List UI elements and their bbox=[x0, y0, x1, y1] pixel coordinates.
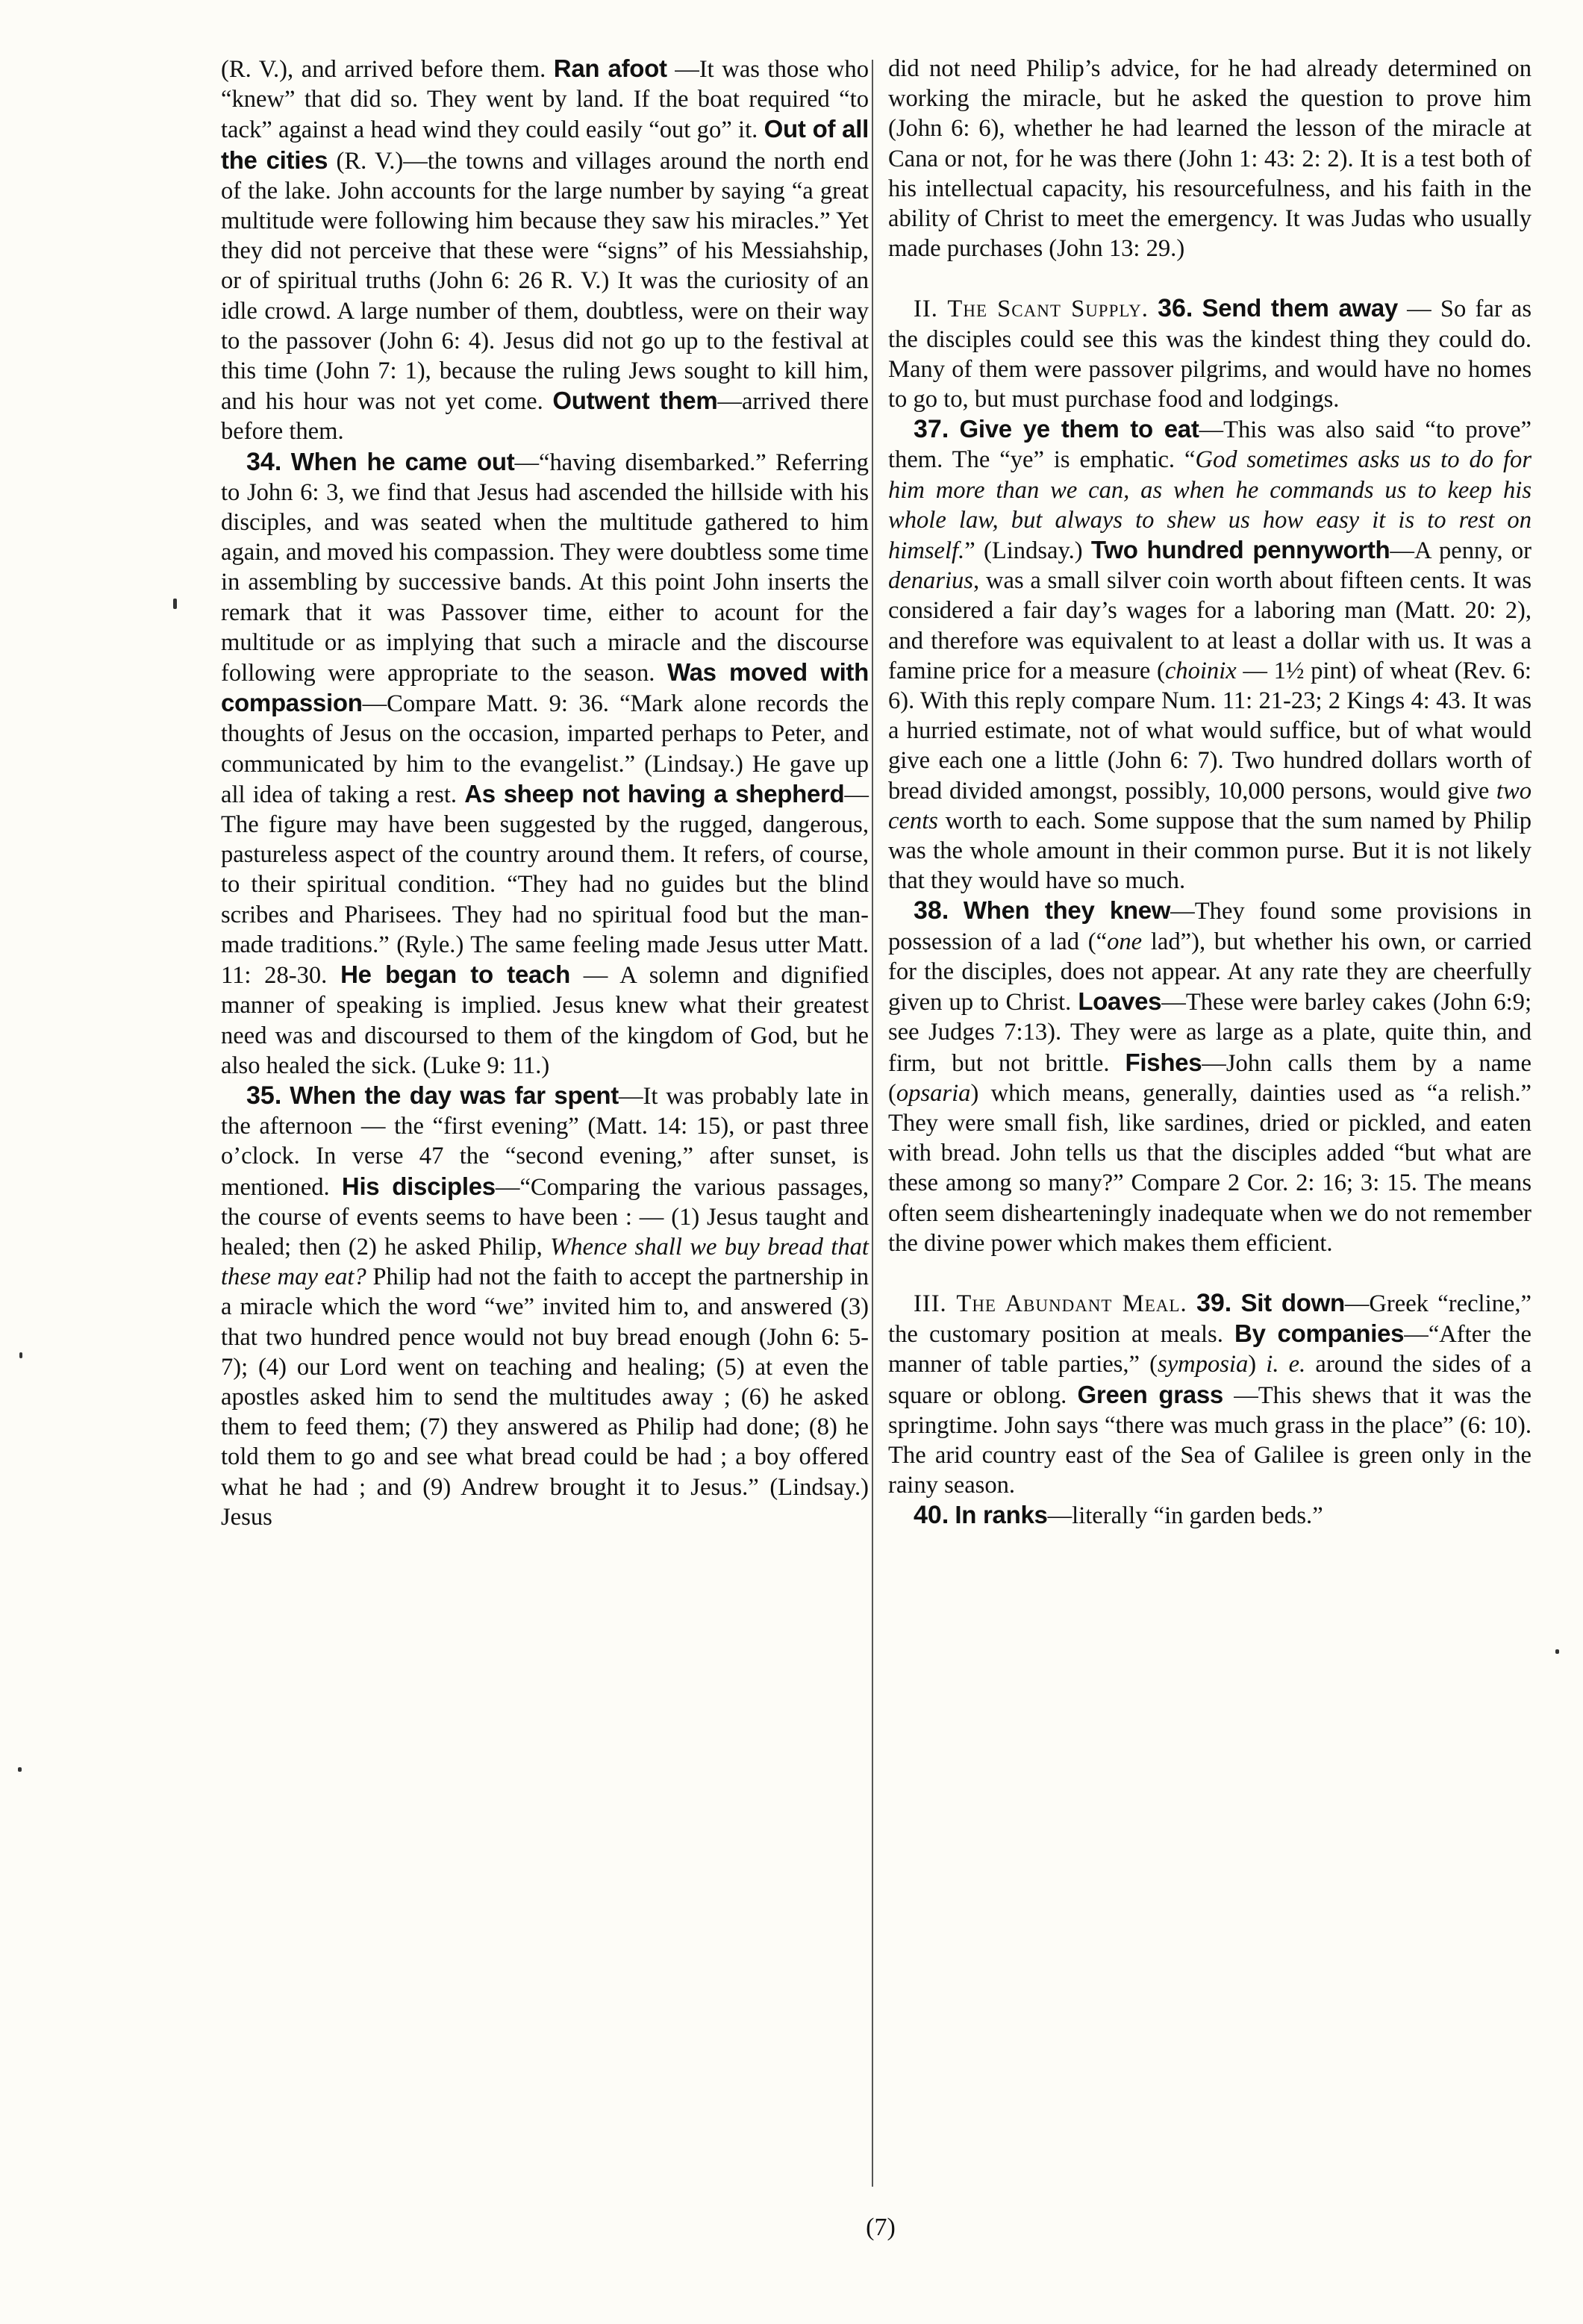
body-text: —“Comparing the various passages, the course of events seems to have been : — (1) Jesus taught and healed; then (2) he asked Philip, bbox=[221, 1173, 869, 1261]
column-divider bbox=[872, 60, 873, 2187]
headword: When he came out bbox=[290, 447, 515, 475]
verse-number: 34. bbox=[246, 447, 282, 476]
body-text: —A penny, or bbox=[1390, 537, 1532, 565]
body-text: ) bbox=[1248, 1351, 1267, 1378]
italic-text: one bbox=[1107, 928, 1143, 955]
headword: Green grass bbox=[1077, 1380, 1223, 1408]
body-text: — A solemn and dignified manner of speaking is implied. Jesus knew what their greatest need was and discoursed to them of the kingdom of God, but he also healed the sick. (Luke 9: 11.) bbox=[221, 962, 869, 1079]
italic-text: opsaria bbox=[896, 1079, 971, 1107]
body-text bbox=[1231, 1290, 1240, 1317]
verse-number: 37. bbox=[914, 415, 949, 444]
verse-number: 38. bbox=[914, 896, 949, 925]
right-column bbox=[888, 54, 1532, 1531]
body-text: ” (Lindsay.) bbox=[964, 537, 1091, 565]
page-number: (7) bbox=[866, 2214, 896, 2241]
body-text: —John calls them by a name ( bbox=[888, 1049, 1532, 1107]
headword: By companies bbox=[1234, 1319, 1405, 1348]
paragraph bbox=[888, 1288, 1532, 1500]
body-text: lad”), but whether his own, or carried for the disciples, does not appear. At any rate they are cheerfully given up to Christ. bbox=[888, 928, 1532, 1016]
verse-number: 36. bbox=[1158, 294, 1193, 323]
body-text: —They found some provisions in possession of a lad (“ bbox=[888, 898, 1532, 955]
margin-speck bbox=[19, 1352, 22, 1358]
verse-number: 35. bbox=[246, 1081, 282, 1110]
headword: His disciples bbox=[341, 1172, 496, 1200]
headword: Outwent them bbox=[552, 387, 718, 415]
italic-text: denarius bbox=[888, 567, 974, 595]
body-text: ) which means, generally, dainties used as “a relish.” They were small fish, like sardines, dried or pickled, and eaten with bread. John tells us that the disciples added “but what are these among so many?” Compare 2 Cor. 2: 16; 3: 15. The means often seem dishearteningly inadequate when we do not remember the divine power which makes them efficient. bbox=[888, 1079, 1532, 1257]
paragraph bbox=[221, 1081, 869, 1532]
body-text: —arrived there before them. bbox=[221, 388, 869, 446]
headword: Give ye them to eat bbox=[959, 415, 1199, 443]
paragraph bbox=[221, 447, 869, 1081]
italic-text: i. e. bbox=[1266, 1351, 1306, 1378]
section-heading: II. The Scant Supply. bbox=[914, 296, 1149, 323]
body-text bbox=[949, 416, 959, 443]
paragraph bbox=[221, 54, 869, 447]
paragraph bbox=[888, 896, 1532, 1258]
body-text bbox=[1149, 296, 1158, 322]
paragraph bbox=[888, 1500, 1532, 1531]
section-heading: III. The Abundant Meal. bbox=[914, 1290, 1187, 1317]
body-text: (R. V.), and arrived before them. bbox=[221, 56, 554, 83]
verse-number: 39. bbox=[1196, 1288, 1232, 1317]
body-text bbox=[281, 1083, 290, 1110]
body-text: , was a small silver coin worth about fifteen cents. It was considered a fair day’s wages for a laboring man (Matt. 20: 2), and therefore was equivalent to at least a dollar with us. It was a famine price for a measure ( bbox=[888, 567, 1532, 684]
headword: As sheep not having a shepherd bbox=[464, 779, 845, 808]
body-text: —The figure may have been suggested by the rugged, dangerous, pastureless aspect of the country around them. It refers, of course, to their spiritual condition. “They had no guides but the blind scribes and Pharisees. They had no spiritual food but the man-made traditions.” (Ryle.) The same feeling made Jesus utter Matt. 11: 28-30. bbox=[221, 781, 869, 990]
body-text bbox=[281, 449, 290, 476]
body-text: —These were barley cakes (John 6:9; see Judges 7:13). They were as large as a plate, quite thin, and firm, but not brittle. bbox=[888, 989, 1532, 1077]
margin-speck bbox=[173, 599, 177, 609]
paragraph bbox=[888, 414, 1532, 896]
headword: Fishes bbox=[1125, 1048, 1202, 1076]
body-text: — 1½ pint) of wheat (Rev. 6: 6). With this reply compare Num. 11: 21-23; 2 Kings 4: 43. It was a hurried estimate, not of what would suffice, but of what would give each one a little (John 6: 7). Two hundred dollars worth of bread divided amongst, possibly, 10,000 persons, would give bbox=[888, 657, 1532, 805]
italic-text: Whence shall we buy bread that these may eat? bbox=[221, 1233, 869, 1291]
italic-text: symposia bbox=[1158, 1351, 1249, 1378]
body-text: —Greek “recline,” the customary position at meals. bbox=[888, 1290, 1532, 1349]
body-text: worth to each. Some suppose that the sum named by Philip was the whole amount in their common purse. But it is not likely that they would have so much. bbox=[888, 807, 1532, 895]
body-text bbox=[1187, 1290, 1196, 1317]
headword: Send them away bbox=[1202, 294, 1398, 322]
verse-number: 40. bbox=[914, 1501, 949, 1530]
left-column bbox=[221, 54, 869, 1532]
headword: Loaves bbox=[1078, 987, 1162, 1016]
body-text: —It was probably late in the afternoon — the “first evening” (Matt. 14: 15), or past three o’clock. In verse 47 the “second evening,” after sunset, is mentioned. bbox=[221, 1082, 869, 1201]
italic-text: choinix bbox=[1164, 657, 1237, 684]
body-text: —This was also said “to prove” them. The “ye” is emphatic. “ bbox=[888, 416, 1532, 474]
body-text: —It was those who “knew” that did so. They went by land. If the boat required “to tack” against a head wind they could easily “out go” it. bbox=[221, 56, 869, 144]
headword: Two hundred pennyworth bbox=[1090, 536, 1390, 564]
headword: Was moved with compassion bbox=[221, 658, 869, 717]
body-text: (R. V.)—the towns and villages around the north end of the lake. John accounts for the large number by saying “a great multitude were following him because they saw his miracles.” Yet they did not perceive that these were “signs” of his Messiahship, or of spiritual truths (John 6: 26 R. V.) It was the curiosity of an idle crowd. A large number of them, doubtless, were on their way to the passover (John 6: 4). Jesus did not go up to the festival at this time (John 7: 1), because the ruling Jews sought to kill him, and his hour was not yet come. bbox=[221, 147, 869, 416]
headword: Out of all the cities bbox=[221, 115, 869, 174]
body-text bbox=[1193, 296, 1202, 322]
body-text: Philip had not the faith to accept the partnership in a miracle which the word “we” invited him to, and answered (3) that two hundred pence would not buy bread enough (John 6: 5-7); (4) our Lord went on teaching and healing; (5) at even the apostles asked him to send the multitudes away ; (6) he asked them to feed them; (7) they answered as Philip had done; (8) he told them to go and see what bread could be had ; a boy offered what he had ; and (9) Andrew brought it to Jesus.” (Lindsay.) Jesus bbox=[221, 1263, 869, 1531]
italic-text: God sometimes asks us to do for him more than we can, as when he commands us to keep his whole law, but always to shew us how easy it is to rest on himself. bbox=[888, 446, 1532, 565]
body-text: —“having disembarked.” Referring to John 6: 3, we find that Jesus had ascended the hillside with his disciples, and was seated when the multitude gathered to him again, and moved his compassion. They were doubtless some time in assembling by successive bands. At this point John inserts the remark that it was Passover time, either to acount for the multitude or as implying that such a miracle and the discourse following were appropriate to the season. bbox=[221, 449, 869, 687]
body-text: —This shews that it was the springtime. John says “there was much grass in the place” (6: 10). The arid country east of the Sea of Galilee is green only in the rainy season. bbox=[888, 1381, 1532, 1499]
section-gap bbox=[888, 263, 1532, 293]
body-text bbox=[949, 898, 964, 925]
margin-speck bbox=[18, 1767, 22, 1772]
headword: When they knew bbox=[963, 896, 1171, 925]
headword: When the day was far spent bbox=[290, 1081, 619, 1109]
section-gap bbox=[888, 1258, 1532, 1288]
body-text: —“After the manner of table parties,” ( bbox=[888, 1321, 1532, 1378]
margin-speck bbox=[1555, 1649, 1559, 1654]
body-text: —literally “in garden beds.” bbox=[1047, 1502, 1323, 1530]
paragraph bbox=[888, 54, 1532, 263]
body-text: did not need Philip’s advice, for he had already determined on working the miracle, but he asked the question to prove him (John 6: 6), whether he had learned the lesson of the miracle at Cana or not, for he was there (John 1: 43: 2: 2). It is a test both of his intellectual capacity, his resourcefulness, and his faith in the ability of Christ to meet the emergency. It was Judas who usually made purchases (John 13: 29.) bbox=[888, 55, 1532, 263]
body-text: around the sides of a square or oblong. bbox=[888, 1351, 1532, 1409]
italic-text: two cents bbox=[888, 777, 1532, 834]
headword: Ran afoot bbox=[553, 54, 667, 82]
body-text: —Compare Matt. 9: 36. “Mark alone records the thoughts of Jesus on the occasion, imparted perhaps to Peter, and communicated by him to the evangelist.” (Lindsay.) He gave up all idea of taking a rest. bbox=[221, 690, 869, 808]
body-text: — So far as the disciples could see this was the kindest thing they could do. Many of them were passover pilgrims, and would have no homes to go to, but must purchase food and lodgings. bbox=[888, 296, 1532, 413]
headword: Sit down bbox=[1240, 1288, 1345, 1316]
paragraph bbox=[888, 293, 1532, 414]
headword: In ranks bbox=[955, 1501, 1048, 1529]
headword: He began to teach bbox=[340, 960, 570, 989]
